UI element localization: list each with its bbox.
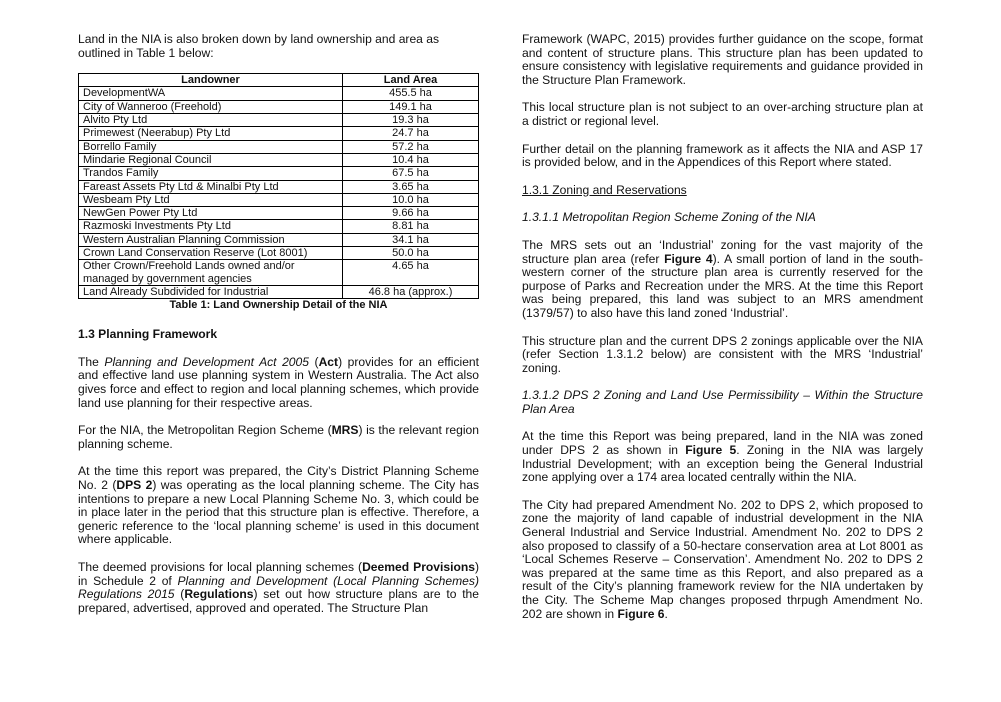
section-heading-1-3: 1.3 Planning Framework: [78, 327, 218, 342]
paragraph-mrs: For the NIA, the Metropolitan Region Scheme (MRS) is the relevant region planning scheme.: [78, 423, 480, 451]
paragraph-dps2: At the time this report was prepared, the City’s District Planning Scheme No. 2 (DPS 2) was operating as the local planning scheme. The City has intentions to prepare a new Local Planning Scheme No. 3, which could be in place later in the period that this structure plan is effective. Therefore, a generic reference to the ‘local planning scheme’ is used in this document where applicable.: [78, 464, 480, 547]
table-caption: Table 1: Land Ownership Detail of the NIA: [169, 299, 388, 312]
header-landowner: Landowner: [79, 74, 343, 87]
left-column: [78, 33, 479, 629]
table-row: [79, 127, 479, 140]
table-row: [79, 207, 479, 220]
land-area-cell: 57.2 ha: [343, 140, 479, 153]
right-column: [522, 33, 923, 635]
table-row: [79, 140, 479, 153]
table-row: [79, 180, 479, 193]
land-area-cell: 10.0 ha: [343, 193, 479, 206]
table-row: [79, 220, 479, 233]
landowner-cell: Borrello Family: [79, 140, 343, 153]
land-area-cell: 50.0 ha: [343, 247, 479, 260]
table-row: [79, 87, 479, 100]
table-row: [79, 233, 479, 246]
table-row: [79, 153, 479, 166]
landowner-cell: Wesbeam Pty Ltd: [79, 193, 343, 206]
land-area-cell: 3.65 ha: [343, 180, 479, 193]
landowner-cell: City of Wanneroo (Freehold): [79, 100, 343, 113]
table-row: [79, 100, 479, 113]
intro-paragraph: Land in the NIA is also broken down by land ownership and area as outlined in Table 1 below:: [78, 32, 440, 60]
landowner-cell: Trandos Family: [79, 167, 343, 180]
landowner-cell: Other Crown/Freehold Lands owned and/or managed by government agencies: [79, 260, 343, 286]
landowner-cell: NewGen Power Pty Ltd: [79, 207, 343, 220]
land-area-cell: 19.3 ha: [343, 114, 479, 127]
landowner-cell: Crown Land Conservation Reserve (Lot 8001): [79, 247, 343, 260]
table-row: [79, 247, 479, 260]
landowner-cell: Fareast Assets Pty Ltd & Minalbi Pty Ltd: [79, 180, 343, 193]
section-heading-1-3-1-2: 1.3.1.2 DPS 2 Zoning and Land Use Permissibility – Within the Structure Plan Area: [522, 388, 923, 416]
landowner-cell: DevelopmentWA: [79, 87, 343, 100]
land-area-cell: 9.66 ha: [343, 207, 479, 220]
paragraph-overarching: This local structure plan is not subject to an over-arching structure plan at a district or regional level.: [522, 100, 923, 128]
table-row: [79, 285, 479, 298]
land-area-cell: 24.7 ha: [343, 127, 479, 140]
land-area-cell: 10.4 ha: [343, 153, 479, 166]
paragraph-consistency: This structure plan and the current DPS 2 zonings applicable over the NIA (refer Section 1.3.1.2 below) are consistent with the MRS ‘Industrial’ zoning.: [522, 333, 923, 375]
land-area-cell: 46.8 ha (approx.): [343, 285, 479, 298]
landowner-cell: Primewest (Neerabup) Pty Ltd: [79, 127, 343, 140]
paragraph-wapc: Framework (WAPC, 2015) provides further guidance on the scope, format and content of structure plans. This structure plan has been updated to ensure consistency with legislative requirements and guidance provided in the Structure Plan Framework.: [522, 32, 923, 87]
landowner-cell: Western Australian Planning Commission: [79, 233, 343, 246]
land-area-cell: 455.5 ha: [343, 87, 479, 100]
land-area-cell: 34.1 ha: [343, 233, 479, 246]
paragraph-amendment-202: The City had prepared Amendment No. 202 to DPS 2, which proposed to zone the majority of land capable of industrial development in the NIA General Industrial and Service Industrial. Amendment No. 202 to DPS 2 also proposed to classify of a 50-hectare conservation area at Lot 8001 as ‘Local Schemes Reserve – Conservation’. Amendment No. 202 to DPS 2 was prepared at the same time as this Report, and also prepared as a result of the City’s planning framework review for the NIA undertaken by the City. The Scheme Map changes proposed thrpugh Amendment No. 202 are shown in Figure 6.: [522, 497, 923, 621]
header-land-area: Land Area: [343, 74, 479, 87]
table-row: [79, 167, 479, 180]
paragraph-act: The Planning and Development Act 2005 (Act) provides for an efficient and effective land use planning system in Western Australia. The Act also gives force and effect to region and local planning schemes, which provide land use planning for their respective areas.: [78, 354, 480, 410]
paragraph-mrs-zoning: The MRS sets out an ‘Industrial’ zoning for the vast majority of the structure plan area (refer Figure 4). A small portion of land in the south-western corner of the structure plan area is currently reserved for the purpose of Parks and Recreation under the MRS. At the time this Report was being prepared, this land was subject to an MRS amendment (1379/57) to also have this land zoned ‘Industrial’.: [522, 237, 923, 320]
table-row: [79, 114, 479, 127]
land-area-cell: 4.65 ha: [343, 260, 479, 286]
section-heading-1-3-1: 1.3.1 Zoning and Reservations: [522, 182, 687, 197]
landowner-cell: Alvito Pty Ltd: [79, 114, 343, 127]
land-area-cell: 149.1 ha: [343, 100, 479, 113]
paragraph-deemed-provisions: The deemed provisions for local planning schemes (Deemed Provisions) in Schedule 2 of Planning and Development (Local Planning Schemes) Regulations 2015 (Regulations) set out how structure plans are to the prepared, advertised, approved and operated. The Structure Plan: [78, 559, 480, 615]
landowner-cell: Razmoski Investments Pty Ltd: [79, 220, 343, 233]
land-area-cell: 8.81 ha: [343, 220, 479, 233]
table-row: [79, 260, 479, 286]
landowner-cell: Mindarie Regional Council: [79, 153, 343, 166]
table-header-row: [79, 74, 479, 87]
paragraph-dps2-zoning: At the time this Report was being prepared, land in the NIA was zoned under DPS 2 as shown in Figure 5. Zoning in the NIA was largely Industrial Development; with an exception being the General Industrial zone applying over a 174 area located centrally within the NIA.: [522, 429, 923, 485]
paragraph-further-detail: Further detail on the planning framework as it affects the NIA and ASP 17 is provided below, and in the Appendices of this Report where stated.: [522, 141, 923, 170]
section-heading-1-3-1-1: 1.3.1.1 Metropolitan Region Scheme Zoning of the NIA: [522, 210, 816, 225]
table-row: [79, 193, 479, 206]
land-area-cell: 67.5 ha: [343, 167, 479, 180]
landowner-cell: Land Already Subdivided for Industrial: [79, 285, 343, 298]
land-ownership-table: [78, 73, 479, 299]
